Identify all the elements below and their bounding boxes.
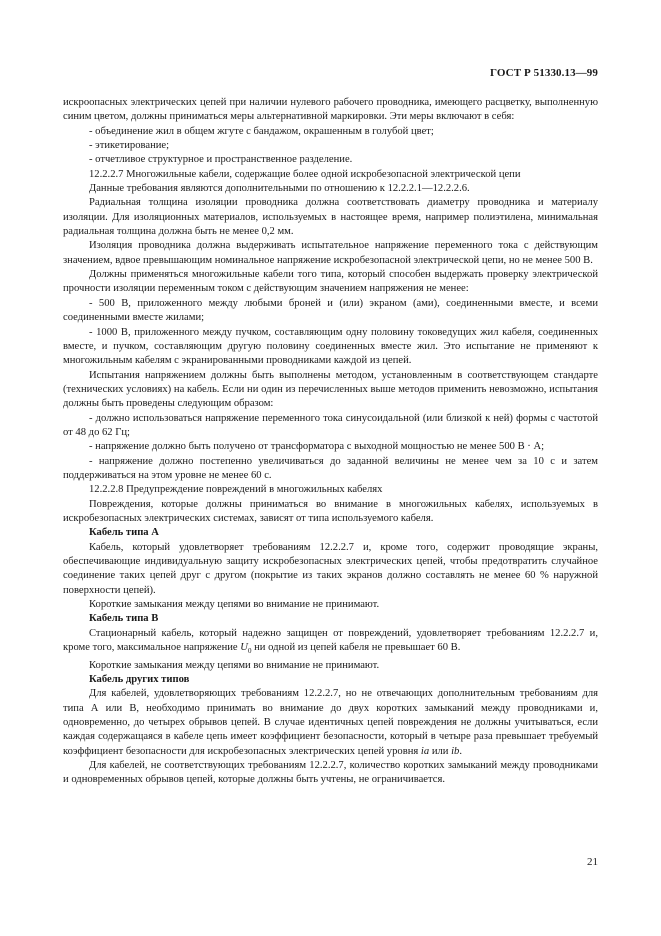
paragraph: Радиальная толщина изоляции проводника должна соответствовать диаметру проводника и материалу изоляции. Для изоляционных материалов, используемых в настоящее время, например полиэтилена, минимальная радиальная толщина должна быть не менее 0,2 мм. <box>63 197 598 238</box>
paragraph: Данные требования являются дополнительными по отношению к 12.2.2.1—12.2.2.6. <box>89 183 470 195</box>
list-item: - должно использоваться напряжение переменного тока синусоидальной (или близкой к ней) формы с частотой от 48 до 62 Гц; <box>63 412 598 438</box>
list-item: - отчетливое структурное и пространственное разделение. <box>89 154 353 166</box>
list-item: - напряжение должно быть получено от трансформатора с выходной мощностью не менее 500 В · А; <box>89 441 545 453</box>
standard-header: ГОСТ Р 51330.13—99 <box>490 67 598 79</box>
subheading-cable-type-a: Кабель типа А <box>89 527 159 539</box>
paragraph-with-formula <box>63 627 598 659</box>
subheading-other-cables: Кабель других типов <box>89 673 190 685</box>
level-ib: ib <box>451 745 460 757</box>
paragraph-with-levels <box>63 687 598 759</box>
text-run: Стационарный кабель, который надежно защищен от повреждений, удовлетворяет требованиям 12.2.2.7 и, кроме того, максимальное напряжение <box>63 627 598 654</box>
list-item: - 1000 В, приложенного между пучком, составляющим одну половину токоведущих жил кабеля, соединенных вместе, и пучком, составляющим другую половину соединенных вместе жил. Это испытание не применяют к многожильным кабелям с экранированными проводниками каждой из цепей. <box>63 326 598 367</box>
list-item: - объединение жил в общем жгуте с бандажом, окрашенным в голубой цвет; <box>89 125 434 137</box>
paragraph: Короткие замыкания между цепями во внимание не принимают. <box>89 599 380 611</box>
text-run: ни одной из цепей кабеля не превышает 60 В. <box>254 642 461 654</box>
list-item: - этикетирование; <box>89 140 170 152</box>
document-body <box>63 96 598 788</box>
page-number: 21 <box>587 856 598 868</box>
paragraph: Для кабелей, не соответствующих требованиям 12.2.2.7, количество коротких замыканий между проводниками и одновременных обрывов цепей, которые должны быть учтены, не ограничивается. <box>63 759 598 786</box>
text-run: или <box>431 745 449 757</box>
list-item: - напряжение должно постепенно увеличиваться до заданной величины не менее чем за 10 с и затем поддерживаться на этом уровне не менее 60 с. <box>63 455 598 481</box>
paragraph: Должны применяться многожильные кабели того типа, который способен выдержать проверку электрической прочности изоляции переменным током с действующим значением напряжения не менее: <box>63 269 598 295</box>
paragraph-continuation: искроопасных электрических цепей при наличии нулевого рабочего проводника, имеющего расцветку, выполненную синим цветом, должны приниматься меры альтернативной маркировки. Эти меры включают в себя: <box>63 97 598 123</box>
paragraph: Повреждения, которые должны приниматься во внимание в многожильных кабелях, используемых в искробезопасных электрических системах, зависят от типа используемого кабеля. <box>63 498 598 524</box>
level-ia: ia <box>420 745 430 757</box>
paragraph: Короткие замыкания между цепями во внимание не принимают. <box>89 659 380 671</box>
text-run: . <box>459 745 463 757</box>
section-heading: 12.2.2.8 Предупреждение повреждений в многожильных кабелях <box>89 484 383 496</box>
text-run: Для кабелей, удовлетворяющих требованиям 12.2.2.7, но не отвечающих дополнительным требованиям для типа А или В, необходимо принимать во внимание до двух коротких замыканий между проводниками и, одновременно, до четырех обрывов цепей. В случае идентичных цепей повреждения не должны учитываться, если каждая содержащаяся в кабеле цепь имеет коэффициент безопасности, который в четыре раза превышает требуемый коэффициент безопасности для искробезопасных электрических цепей уровня <box>63 688 598 757</box>
subheading-cable-type-b: Кабель типа В <box>89 613 159 625</box>
paragraph: Испытания напряжением должны быть выполнены методом, установленным в соответствующем стандарте (технических условиях) на кабель. Если ни один из перечисленных выше методов применить невозможно, испытания должны быть проведены следующим образом: <box>63 369 598 410</box>
paragraph: Изоляция проводника должна выдерживать испытательное напряжение переменного тока с действующим значением, вдвое превышающим номинальное напряжение искробезопасной электрической цепи, но не менее 500 В. <box>63 240 598 266</box>
paragraph: Кабель, который удовлетворяет требованиям 12.2.2.7 и, кроме того, содержит проводящие экраны, обеспечивающие индивидуальную защиту искробезопасных электрических цепей, чтобы предотвратить случайное соединение таких цепей друг с другом (покрытие из таких экранов должно составлять не менее 60 % наружной поверхности цепей). <box>63 541 598 596</box>
voltage-subscript: 0 <box>247 647 252 656</box>
voltage-symbol: U <box>240 642 248 654</box>
section-heading: 12.2.2.7 Многожильные кабели, содержащие более одной искробезопасной электрической цепи <box>89 168 521 180</box>
list-item: - 500 В, приложенного между любыми броней и (или) экраном (ами), соединенными вместе, и всеми соединенными вместе жилами; <box>63 297 598 324</box>
